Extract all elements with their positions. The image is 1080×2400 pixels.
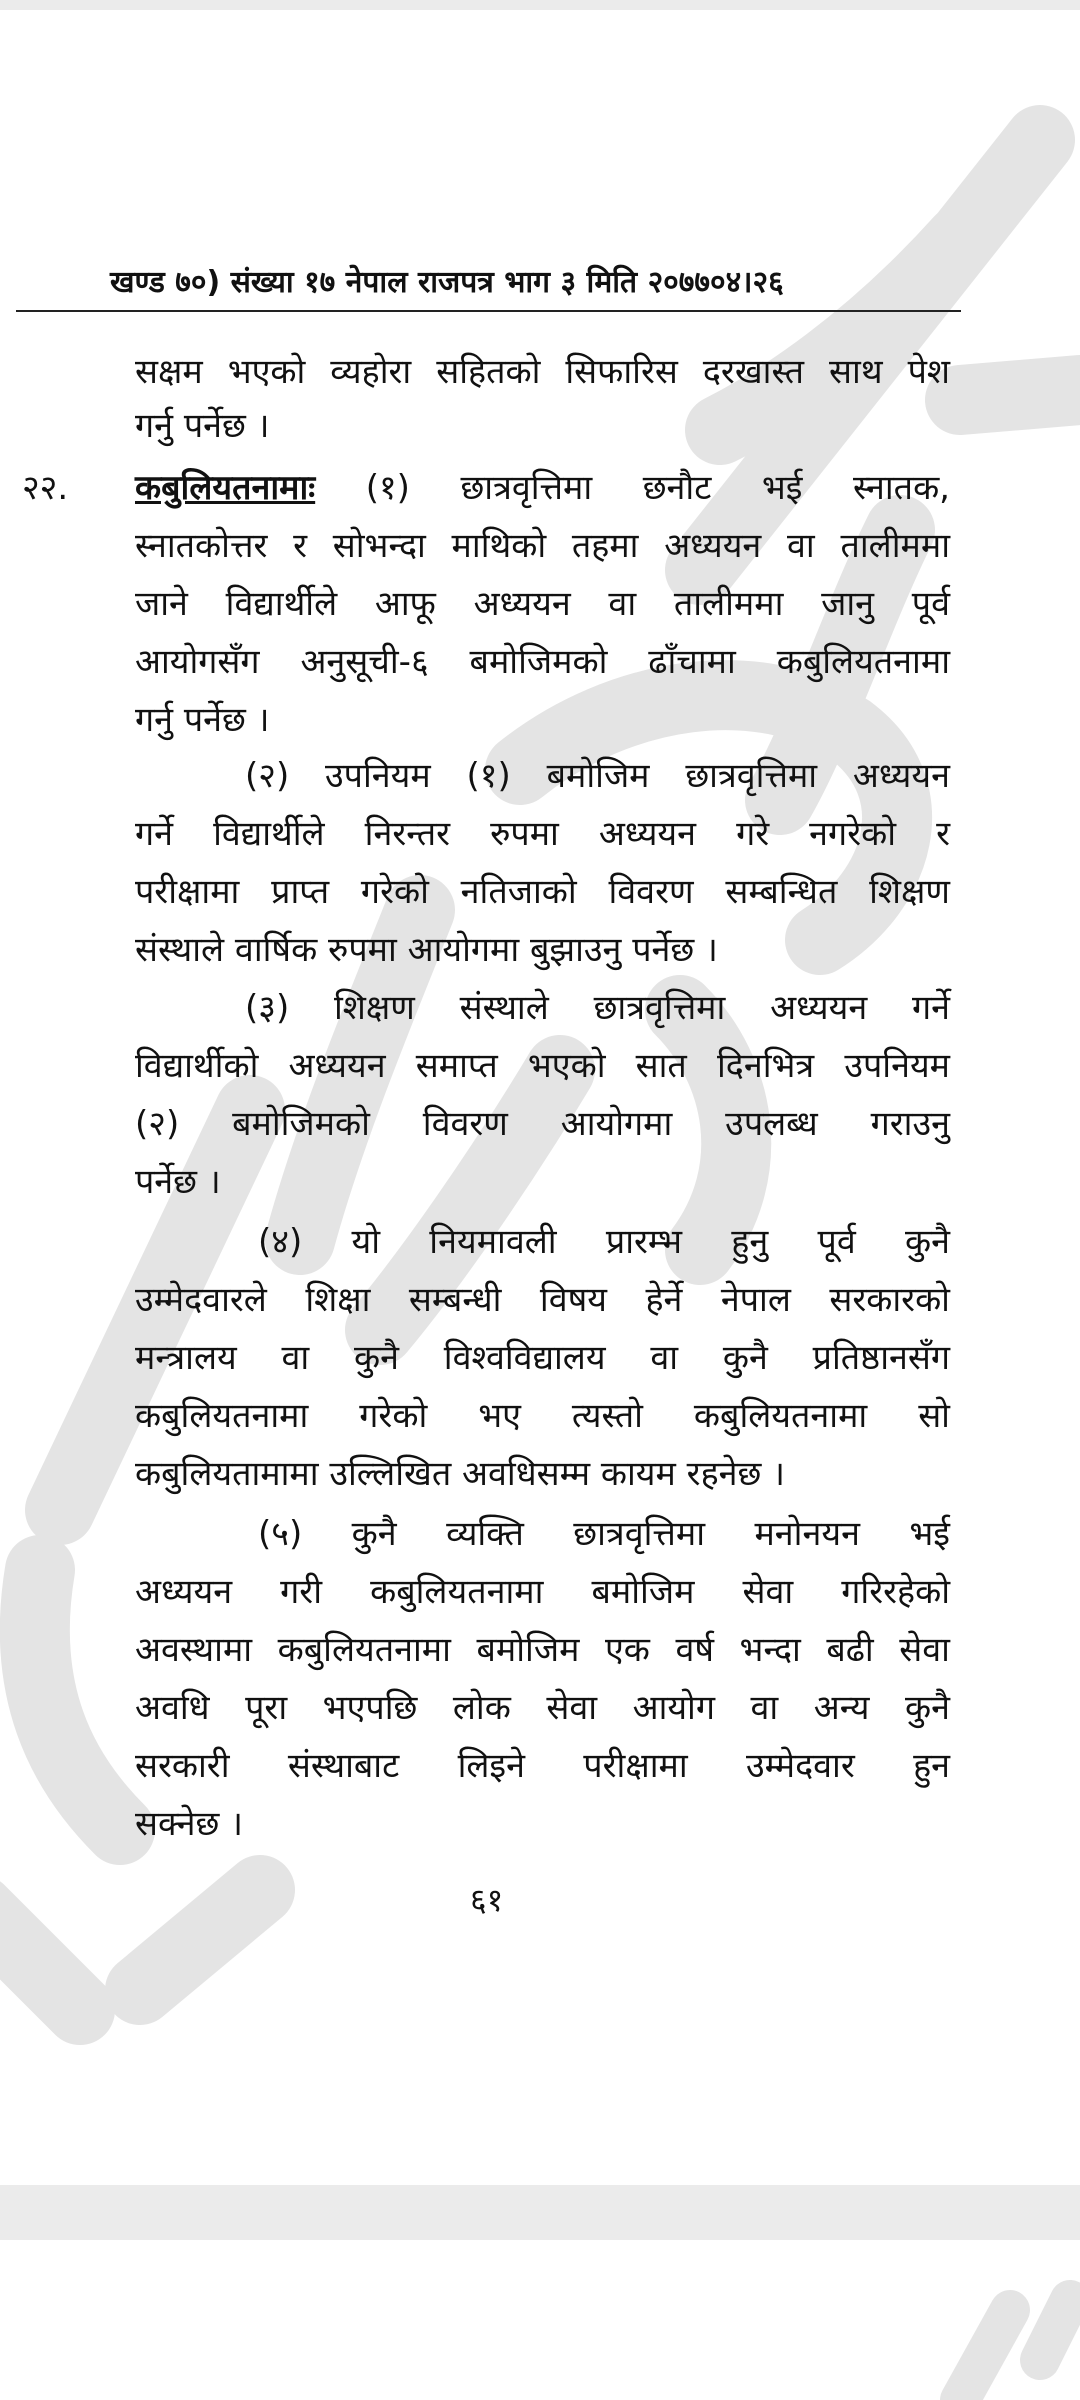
text-line: जाने विद्यार्थीले आफू अध्ययन वा तालीममा जानु पूर्व — [135, 584, 950, 624]
text-line: (२) उपनियम (१) बमोजिम छात्रवृत्तिमा अध्ययन — [245, 756, 950, 796]
text-line: (२) बमोजिमको विवरण आयोगमा उपलब्ध गराउनु — [135, 1104, 950, 1144]
text-line: (४) यो नियमावली प्रारम्भ हुनु पूर्व कुनै — [258, 1222, 950, 1262]
text-line: सक्षम भएको व्यहोरा सहितको सिफारिस दरखास्त साथ पेश — [135, 352, 950, 392]
text-line: परीक्षामा प्राप्त गरेको नतिजाको विवरण सम्बन्धित शिक्षण — [135, 872, 950, 912]
text-line: अवधि पूरा भएपछि लोक सेवा आयोग वा अन्य कुनै — [135, 1688, 950, 1728]
text-line: सक्नेछ । — [135, 1804, 244, 1844]
text-line: अवस्थामा कबुलियतनामा बमोजिम एक वर्ष भन्दा बढी सेवा — [135, 1630, 950, 1670]
text-line: कबुलियतनामा गरेको भए त्यस्तो कबुलियतनामा सो — [135, 1396, 950, 1436]
watermark — [0, 10, 1080, 2185]
document-page — [0, 10, 1080, 2185]
text-line: गर्ने विद्यार्थीले निरन्तर रुपमा अध्ययन गरे नगरेको र — [135, 814, 950, 854]
watermark-fragment — [0, 2240, 1080, 2400]
header-divider — [16, 310, 961, 312]
text-line: गर्नु पर्नेछ । — [135, 700, 270, 740]
text-line: पर्नेछ । — [135, 1162, 221, 1202]
text-line: उम्मेदवारले शिक्षा सम्बन्धी विषय हेर्ने नेपाल सरकारको — [135, 1280, 950, 1320]
text-line: विद्यार्थीको अध्ययन समाप्त भएको सात दिनभित्र उपनियम — [135, 1046, 950, 1086]
section-first-line — [135, 466, 950, 510]
section-title: कबुलियतनामाः — [135, 468, 316, 508]
text-line: कबुलियतामामा उल्लिखित अवधिसम्म कायम रहनेछ । — [135, 1454, 786, 1494]
text-line: अध्ययन गरी कबुलियतनामा बमोजिम सेवा गरिरहेको — [135, 1572, 950, 1612]
text-line: मन्त्रालय वा कुनै विश्वविद्यालय वा कुनै प्रतिष्ठानसँग — [135, 1338, 950, 1378]
text-line: गर्नु पर्नेछ । — [135, 406, 270, 446]
text-line: (५) कुनै व्यक्ति छात्रवृत्तिमा मनोनयन भई — [258, 1514, 950, 1554]
text-line: (१) छात्रवृत्तिमा छनौट भई स्नातक, — [365, 468, 950, 508]
next-page-preview — [0, 2240, 1080, 2400]
text-line: (३) शिक्षण संस्थाले छात्रवृत्तिमा अध्ययन गर्ने — [245, 988, 950, 1028]
gazette-header: खण्ड ७०) संख्या १७ नेपाल राजपत्र भाग ३ मिति २०७७०४।२६ — [110, 265, 784, 300]
page-number: ६१ — [470, 1881, 504, 1919]
section-number: २२. — [22, 468, 69, 508]
text-line: संस्थाले वार्षिक रुपमा आयोगमा बुझाउनु पर्नेछ । — [135, 930, 718, 970]
text-line: सरकारी संस्थाबाट लिइने परीक्षामा उम्मेदवार हुन — [135, 1746, 950, 1786]
text-line: स्नातकोत्तर र सोभन्दा माथिको तहमा अध्ययन वा तालीममा — [135, 526, 950, 566]
text-line: आयोगसँग अनुसूची-६ बमोजिमको ढाँचामा कबुलियतनामा — [135, 642, 950, 682]
